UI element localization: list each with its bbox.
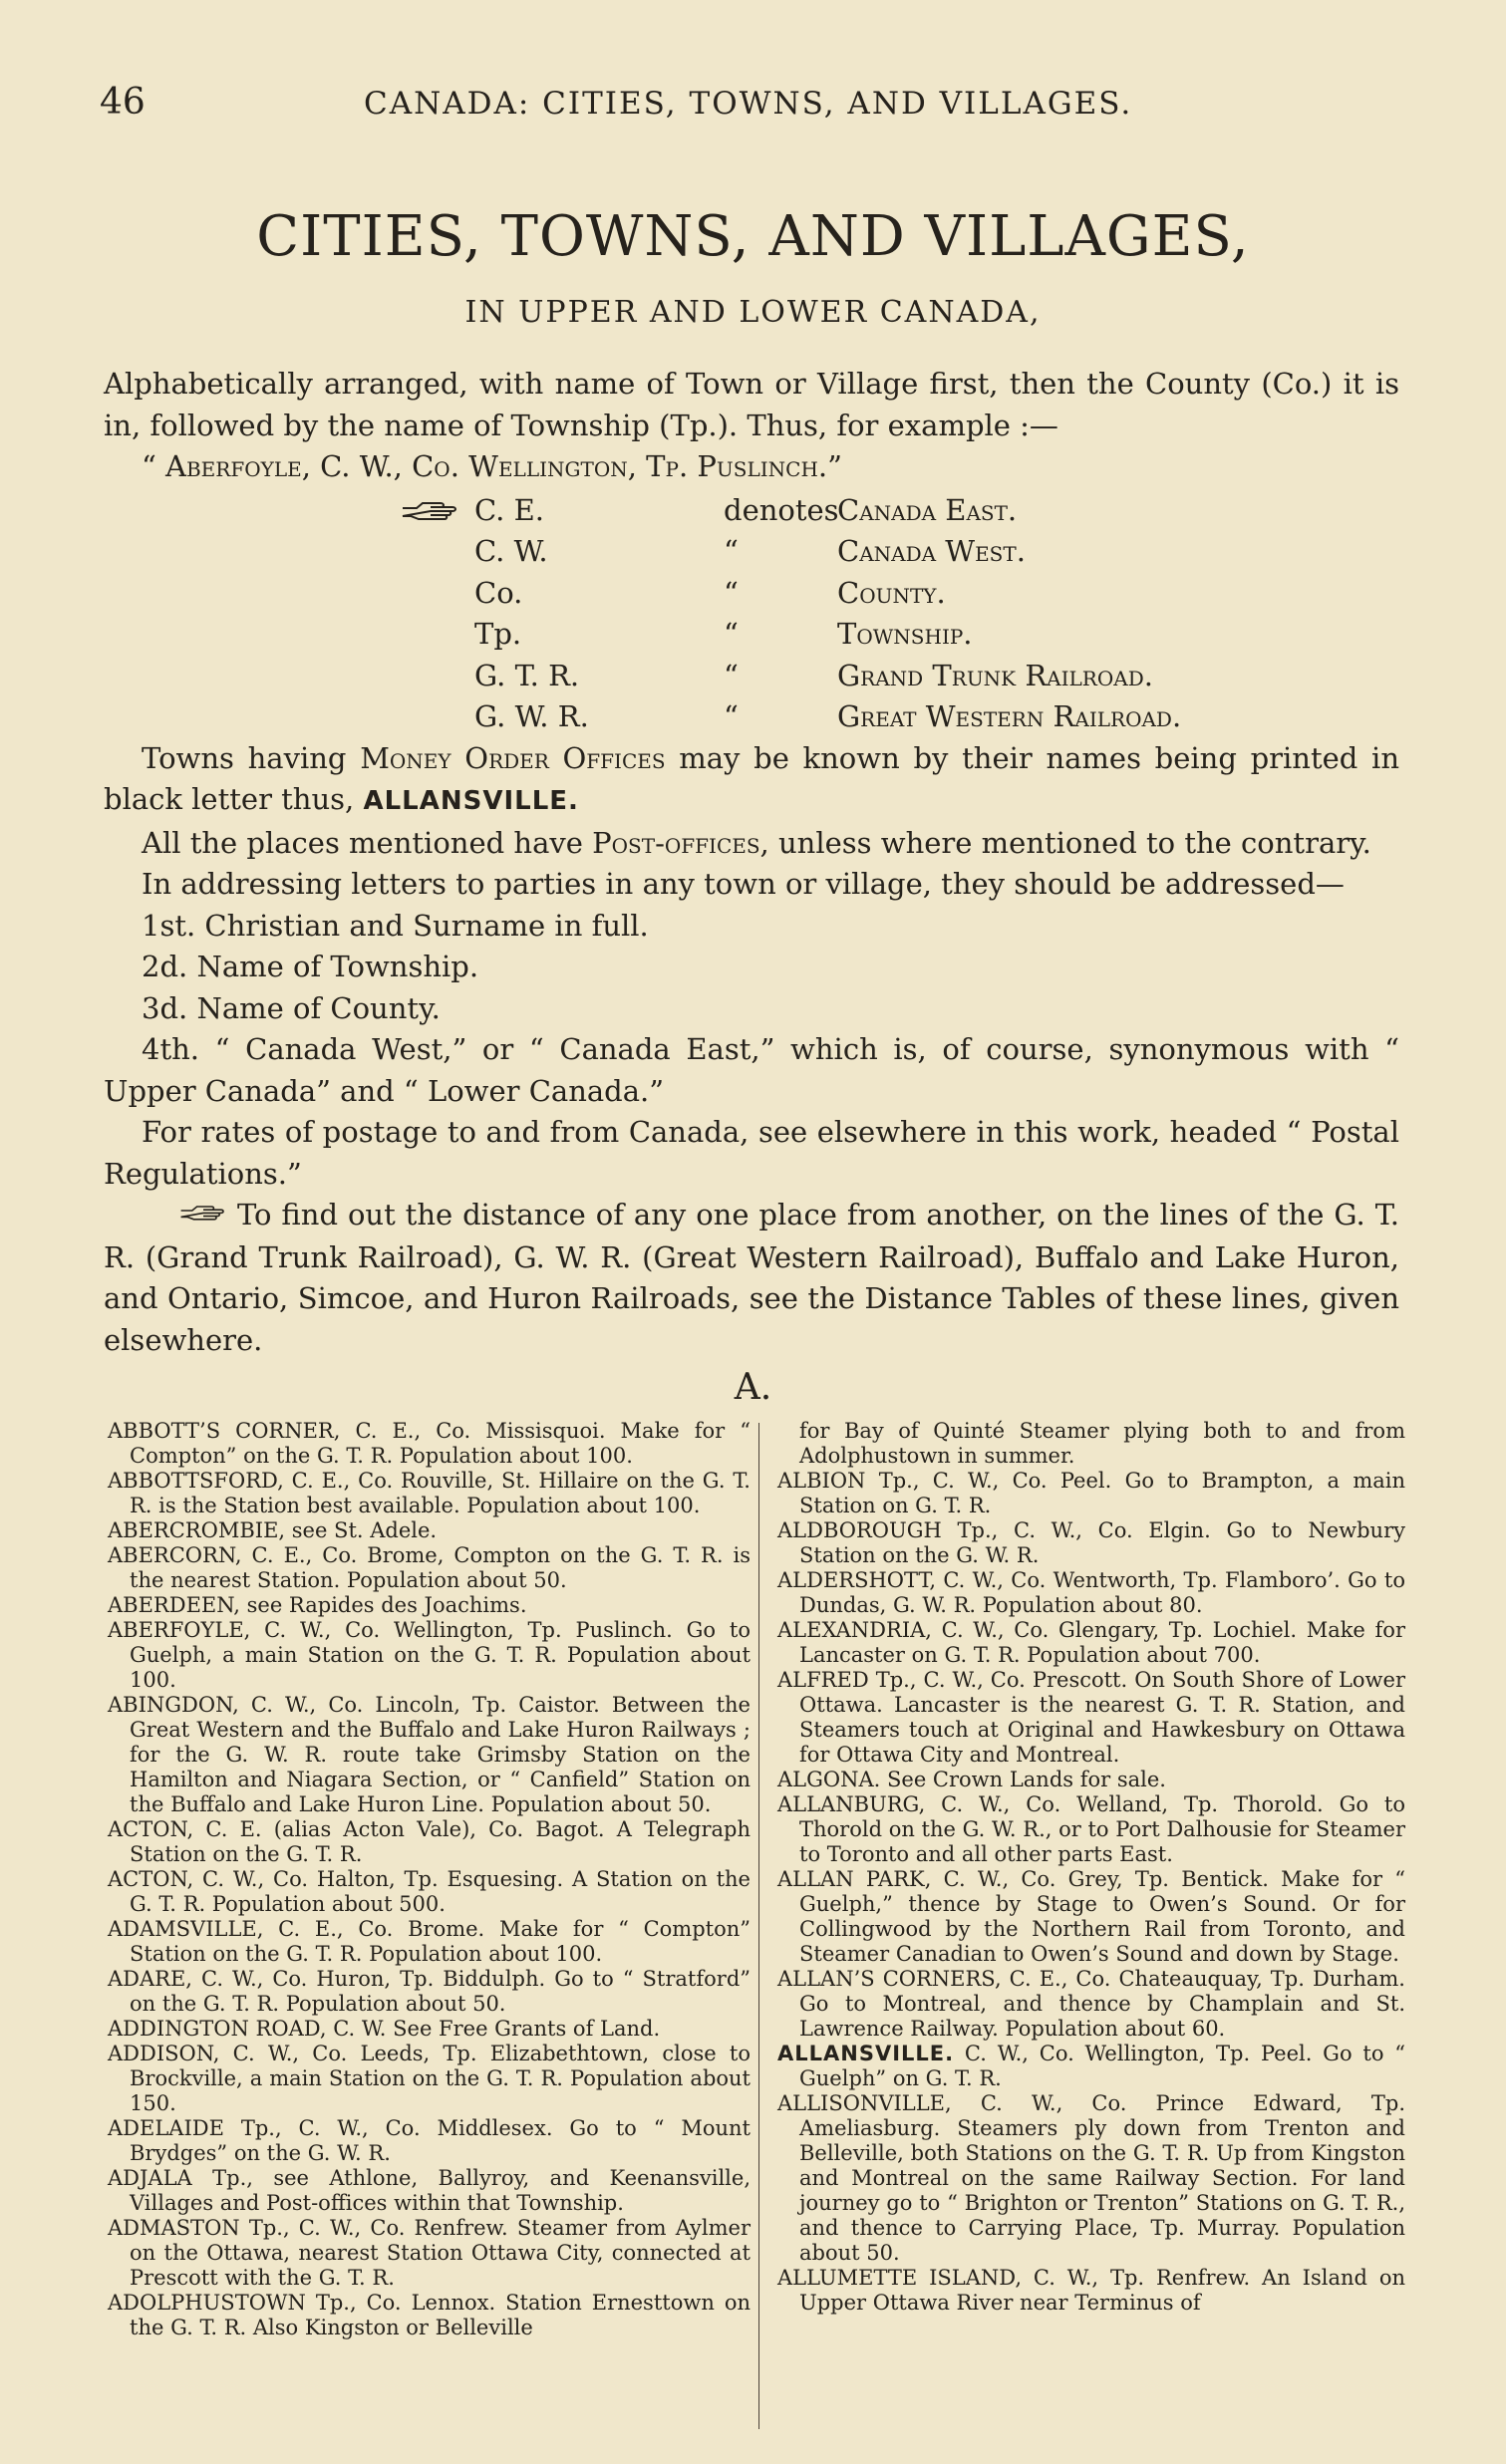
gazetteer-entry xyxy=(777,1768,1405,1792)
intro-example: “ Aberfoyle, C. W., Co. Wellington, Tp. Puslinch.” xyxy=(142,449,842,483)
entry-place-name: ALLAN PARK, xyxy=(777,1867,932,1891)
address-step: 1st. Christian and Surname in full. xyxy=(142,908,649,943)
gazetteer-entry xyxy=(777,2042,1405,2091)
gazetteer-right-column xyxy=(777,1419,1405,2316)
money-order-text: may be known by their names being printed in black letter thus, xyxy=(104,740,1399,816)
entry-description: Tp., C. W., Co. Prescott. On South Shore of Lower Ottawa. Lancaster is the nearest G. T. R. Station, and Steamers touch at Original and Hawkesbury on Ottawa for Ottawa City and Montreal. xyxy=(799,1668,1405,1767)
pointing-hand-icon xyxy=(401,496,460,538)
gazetteer-entry xyxy=(108,1917,751,1967)
entry-continuation: for Bay of Quinté Steamer plying both to and from Adolphustown in summer. xyxy=(799,1419,1405,1468)
entry-place-name: ABBOTTSFORD, xyxy=(108,1469,284,1493)
ditto-mark: “ xyxy=(724,658,739,692)
entry-description: C. W., Co. Leeds, Tp. Elizabethtown, close to Brockville, a main Station on the G. T. R. Population about 150. xyxy=(130,2042,751,2115)
entry-description: C. W. See Free Grants of Land. xyxy=(326,2017,661,2041)
postage-note: For rates of postage to and from Canada, see elsewhere in this work, headed “ Postal Regulations.” xyxy=(104,1115,1399,1191)
gazetteer-entry xyxy=(777,1668,1405,1768)
post-offices-text: All the places mentioned have xyxy=(142,825,583,860)
running-head xyxy=(100,82,1395,132)
running-title: CANADA: CITIES, TOWNS, AND VILLAGES. xyxy=(364,86,1133,122)
entry-place-name: ABINGDON, xyxy=(108,1693,239,1717)
entry-description: C. E., Co. Chateauquay, Tp. Durham. Go to Montreal, and thence by Champlain and St. Lawrence Railway. Population about 60. xyxy=(799,1967,1405,2041)
abbreviation-row xyxy=(474,490,1399,532)
intro-paragraph: Alphabetically arranged, with name of Town or Village first, then the County (Co.) it is in, followed by the name of Township (Tp.). Thus, for example :— xyxy=(104,367,1399,442)
entry-description: C. W., Co. Wellington, Tp. Puslinch. Go to Guelph, a main Station on the G. T. R. Population about 100. xyxy=(130,1618,751,1692)
entry-place-name: ABBOTT’S CORNER, xyxy=(108,1419,341,1443)
entry-place-name: ADOLPHUSTOWN xyxy=(108,2291,306,2315)
entry-place-name: ALLISONVILLE, xyxy=(777,2091,952,2115)
entry-description: C. W., Co. Lincoln, Tp. Caistor. Between the Great Western and the Buffalo and Lake Huron Railways ; for the G. W. R. route take Grimsby Station on the Hamilton and Niagara Section, or “ Canfield” Station on the Buffalo and Lake Huron Line. Population about 50. xyxy=(130,1693,751,1816)
entry-description: C. W., Co. Grey, Tp. Bentick. Make for “ Guelph,” thence by Stage to Owen’s Sound. Or for Collingwood by the Northern Rail from Toronto, and Steamer Canadian to Owen’s Sound and down by Stage. xyxy=(799,1867,1405,1966)
entry-place-name: ABERFOYLE, xyxy=(108,1618,251,1642)
abbreviation-table xyxy=(474,490,1399,738)
distance-note xyxy=(104,1195,1399,1361)
entry-place-name: ABERDEEN, xyxy=(108,1593,240,1617)
gazetteer-entry xyxy=(777,1967,1405,2042)
entry-description: C. W., Co. Halton, Tp. Esquesing. A Station on the G. T. R. Population about 500. xyxy=(130,1867,751,1916)
entry-description: C. W., Co. Prince Edward, Tp. Ameliasburg. Steamers ply down from Trenton and Belleville, both Stations on the G. T. R. Up from Kingston and Montreal on the same Railway Section. For land journey go to “ Brighton or Trenton” Stations on G. T. R., and thence to Carrying Place, Tp. Murray. Population about 50. xyxy=(799,2091,1405,2265)
gazetteer-entry xyxy=(108,1618,751,1693)
entry-description: see Rapides des Joachims. xyxy=(239,1593,527,1617)
abbreviation-meaning: Great Western Railroad. xyxy=(837,699,1182,733)
post-offices-text: unless where mentioned to the contrary. xyxy=(777,825,1371,860)
abbreviation-key: G. W. R. xyxy=(474,699,589,733)
entry-place-name: ADELAIDE xyxy=(108,2116,224,2140)
entry-description: See Crown Lands for sale. xyxy=(880,1768,1166,1791)
entry-description: see St. Adele. xyxy=(285,1518,438,1542)
abbreviation-meaning: Canada West. xyxy=(837,534,1026,568)
abbreviation-row xyxy=(474,656,1399,697)
distance-text: To find out the distance of any one place from another, on the lines of the G. T. R. (Grand Trunk Railroad), G. W. R. (Great Western Railroad), Buffalo and Lake Huron, and Ontario, Simcoe, and Huron Railroads, see the Distance Tables of these lines, given elsewhere. xyxy=(104,1198,1399,1357)
abbreviation-meaning: Grand Trunk Railroad. xyxy=(837,658,1153,692)
ditto-mark: “ xyxy=(724,699,739,733)
page-subtitle: IN UPPER AND LOWER CANADA, xyxy=(464,295,1042,330)
gazetteer-entry xyxy=(777,1568,1405,1618)
page-number: 46 xyxy=(100,82,146,123)
abbreviation-key: G. T. R. xyxy=(474,658,580,692)
abbreviation-key: C. W. xyxy=(474,534,548,568)
abbreviation-row xyxy=(474,614,1399,656)
entry-description: C. E., Co. Brome, Compton on the G. T. R. is the nearest Station. Population about 50. xyxy=(130,1543,751,1592)
gazetteer-left-column xyxy=(108,1419,751,2340)
addressing-note: In addressing letters to parties in any town or village, they should be addressed— xyxy=(142,867,1345,901)
entry-description: Tp., Co. Lennox. Station Ernesttown on the G. T. R. Also Kingston or Belleville xyxy=(130,2291,751,2339)
entry-place-name: ABERCORN, xyxy=(108,1543,242,1567)
gazetteer-entry xyxy=(108,2017,751,2042)
abbreviation-meaning: County. xyxy=(837,575,946,610)
entry-description: C. E., Co. Missisquoi. Make for “ Compton” on the G. T. R. Population about 100. xyxy=(130,1419,751,1468)
gazetteer-entry xyxy=(108,1593,751,1618)
gazetteer-entry xyxy=(108,1817,751,1867)
entry-place-name: ABERCROMBIE, xyxy=(108,1518,286,1542)
abbreviation-meaning: Canada East. xyxy=(837,492,1018,527)
money-order-example: ALLANSVILLE. xyxy=(363,786,579,816)
entry-description: C. E. (alias Acton Vale), Co. Bagot. A Telegraph Station on the G. T. R. xyxy=(130,1817,751,1866)
gazetteer-entry xyxy=(108,1693,751,1817)
entry-description: C. W., Co. Huron, Tp. Biddulph. Go to “ Stratford” on the G. T. R. Population about 50. xyxy=(130,1967,751,2016)
entry-description: Tp., C. W., Co. Middlesex. Go to “ Mount Brydges” on the G. W. R. xyxy=(130,2116,751,2165)
entry-place-name: ADMASTON xyxy=(108,2216,240,2240)
entry-place-name: ALBION xyxy=(777,1469,866,1493)
abbreviation-row xyxy=(474,573,1399,615)
denotes-label: denotes xyxy=(724,492,839,527)
gazetteer-entry xyxy=(777,1792,1405,1867)
gazetteer-entry xyxy=(108,1518,751,1543)
gazetteer-entry xyxy=(108,1967,751,2017)
entry-description: Tp., C. W., Co. Peel. Go to Brampton, a main Station on G. T. R. xyxy=(799,1469,1405,1517)
page-title: CITIES, TOWNS, AND VILLAGES, xyxy=(256,204,1250,269)
entry-place-name: ALLUMETTE ISLAND, xyxy=(777,2266,1023,2290)
abbreviation-row xyxy=(474,531,1399,573)
gazetteer-entry xyxy=(108,1543,751,1593)
gazetteer-entry xyxy=(108,2216,751,2291)
entry-place-name: ALFRED xyxy=(777,1668,869,1692)
gazetteer-entry xyxy=(108,1419,751,1469)
gazetteer-entry xyxy=(108,1867,751,1917)
entry-place-name: ADDINGTON ROAD, xyxy=(108,2017,327,2041)
entry-description: Tp., C. W., Co. Elgin. Go to Newbury Station on the G. W. R. xyxy=(799,1518,1405,1567)
entry-place-name: ALEXANDRIA, xyxy=(777,1618,932,1642)
gazetteer-entry xyxy=(108,2116,751,2166)
entry-place-name: ALLANBURG, xyxy=(777,1792,926,1816)
entry-place-name: ACTON, xyxy=(108,1867,194,1891)
section-letter: A. xyxy=(734,1367,772,1408)
address-step: 3d. Name of County. xyxy=(142,990,441,1025)
gazetteer-entry xyxy=(777,1867,1405,1967)
entry-place-name: ACTON, xyxy=(108,1817,194,1841)
entry-description: C. E., Co. Rouville, St. Hillaire on the G. T. R. is the Station best available. Population about 100. xyxy=(130,1469,751,1517)
money-order-note xyxy=(104,738,1399,823)
ditto-mark: “ xyxy=(724,575,739,610)
abbreviation-meaning: Township. xyxy=(837,617,973,651)
address-step: 4th. “ Canada West,” or “ Canada East,” which is, of course, synonymous with “ Upper Canada” and “ Lower Canada.” xyxy=(104,1032,1399,1108)
abbreviation-row xyxy=(474,696,1399,738)
money-order-offices: Money Order Offices xyxy=(360,740,666,775)
entry-description: Tp., C. W., Co. Renfrew. Steamer from Aylmer on the Ottawa, nearest Station Ottawa City, connected at Prescott with the G. T. R. xyxy=(130,2216,751,2290)
post-offices-label: Post-offices, xyxy=(592,825,769,860)
ditto-mark: “ xyxy=(724,617,739,651)
abbreviation-key: Tp. xyxy=(474,617,522,651)
entry-description: Tp., see Athlone, Ballyroy, and Keenansville, Villages and Post-offices within that Township. xyxy=(130,2166,751,2215)
money-order-text: Towns having xyxy=(142,740,347,775)
entry-place-name: ALDERSHOTT, xyxy=(777,1568,936,1592)
column-divider xyxy=(758,1423,759,2429)
entry-place-name: ADAMSVILLE, xyxy=(108,1917,264,1941)
gazetteer-entry xyxy=(108,2291,751,2340)
entry-place-name: ALGONA. xyxy=(777,1768,881,1791)
gazetteer-entry xyxy=(108,1469,751,1518)
entry-description: C. W., Co. Welland, Tp. Thorold. Go to Thorold on the G. W. R., or to Port Dalhousie for Steamer to Toronto and all other parts East. xyxy=(799,1792,1405,1866)
address-step: 2d. Name of Township. xyxy=(142,950,479,983)
entry-description: C. W., Co. Wentworth, Tp. Flamboro’. Go to Dundas, G. W. R. Population about 80. xyxy=(799,1568,1405,1617)
entry-description: C. W., Co. Wellington, Tp. Peel. Go to “ Guelph” on G. T. R. xyxy=(799,2042,1405,2090)
gazetteer-entry xyxy=(777,2091,1405,2266)
pointing-hand-icon xyxy=(142,1196,227,1237)
entry-description: C. W., Tp. Renfrew. An Island on Upper Ottawa River near Terminus of xyxy=(799,2266,1405,2315)
abbreviation-key: Co. xyxy=(474,575,523,610)
gazetteer-entry xyxy=(777,2266,1405,2316)
gazetteer-entry xyxy=(777,1618,1405,1668)
ditto-mark: “ xyxy=(724,534,739,568)
entry-place-name: ADARE, xyxy=(108,1967,192,1991)
entry-place-name: ALLANSVILLE. xyxy=(777,2042,955,2065)
entry-place-name: ADDISON, xyxy=(108,2042,220,2065)
abbreviation-key: C. E. xyxy=(474,492,544,527)
gazetteer-entry xyxy=(108,2166,751,2216)
gazetteer-entry xyxy=(777,1469,1405,1518)
entry-place-name: ADJALA xyxy=(108,2166,192,2190)
entry-description: C. E., Co. Brome. Make for “ Compton” Station on the G. T. R. Population about 100. xyxy=(130,1917,751,1966)
intro xyxy=(104,364,1399,1361)
post-offices-note xyxy=(104,823,1399,865)
entry-place-name: ALDBOROUGH xyxy=(777,1518,942,1542)
entry-description: C. W., Co. Glengary, Tp. Lochiel. Make for Lancaster on G. T. R. Population about 700. xyxy=(799,1618,1405,1667)
gazetteer-entry xyxy=(777,1518,1405,1568)
gazetteer-entry xyxy=(108,2042,751,2116)
entry-place-name: ALLAN’S CORNERS, xyxy=(777,1967,1002,1991)
